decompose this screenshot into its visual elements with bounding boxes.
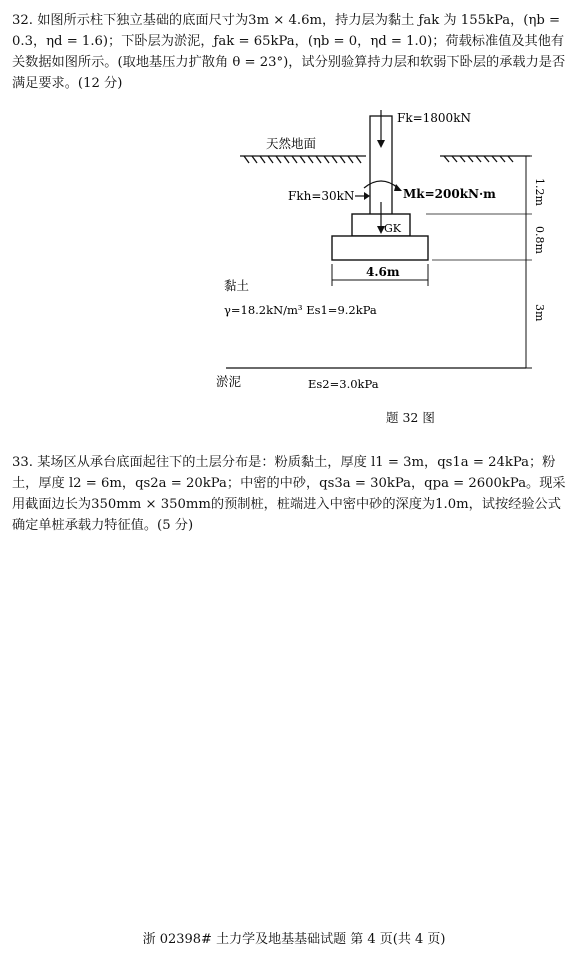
question-33-text: 某场区从承台底面起往下的土层分布是：粉质黏土，厚度 l1 = 3m，qs1a = 24kPa；粉土，厚度 l2 = 6m，qs2a = 20kPa；中密的中砂，qs3a = 30kPa，qpa = 2600kPa。现采用截面边长为350mm × 350mm的预制桩，桩端进入中密中砂的深度为1.0m，试按经验公式确定单桩承载力特征值。(5 分) xyxy=(12,455,566,533)
question-32-text: 如图所示柱下独立基础的底面尺寸为3m × 4.6m，持力层为黏土 ƒak 为 155kPa，(ηb = 0.3，ηd = 1.6)；下卧层为淤泥，ƒak = 65kPa，(ηb = 0，ηd = 1.0)；荷载标准值及其他有关数据如图所示。(取地基压力扩散角 θ = 23°)，试分别验算持力层和软弱下卧层的承载力是否满足要求。(12 分) xyxy=(12,13,566,91)
figure-caption: 题 32 图 xyxy=(386,410,435,425)
fkh-label: Fkh=30kN xyxy=(288,189,355,203)
dim-2-label: 0.8m xyxy=(533,226,546,254)
width-label: 4.6m xyxy=(366,265,400,279)
silt-props: Es2=3.0kPa xyxy=(308,377,379,391)
page-footer: 浙 02398# 土力学及地基基础试题 第 4 页(共 4 页) xyxy=(142,932,446,947)
question-33 xyxy=(12,452,568,536)
footing-base xyxy=(332,236,428,260)
question-32 xyxy=(12,10,568,94)
silt-label: 淤泥 xyxy=(216,374,242,389)
dim-1-label: 1.2m xyxy=(533,178,546,206)
foundation-figure xyxy=(200,106,560,406)
ground-surface-right xyxy=(440,156,530,162)
fk-label: Fk=1800kN xyxy=(397,111,471,125)
mk-label: Mk=200kN·m xyxy=(403,187,496,201)
clay-label: 黏土 xyxy=(224,278,250,293)
dim-3-label: 3m xyxy=(533,304,546,322)
ground-surface-left xyxy=(240,156,366,163)
clay-props: γ=18.2kN/m³ Es1=9.2kPa xyxy=(224,303,377,317)
question-33-number: 33. xyxy=(12,455,33,470)
ground-label: 天然地面 xyxy=(266,136,317,151)
question-32-number: 32. xyxy=(12,13,33,28)
gk-label: GK xyxy=(384,222,402,235)
